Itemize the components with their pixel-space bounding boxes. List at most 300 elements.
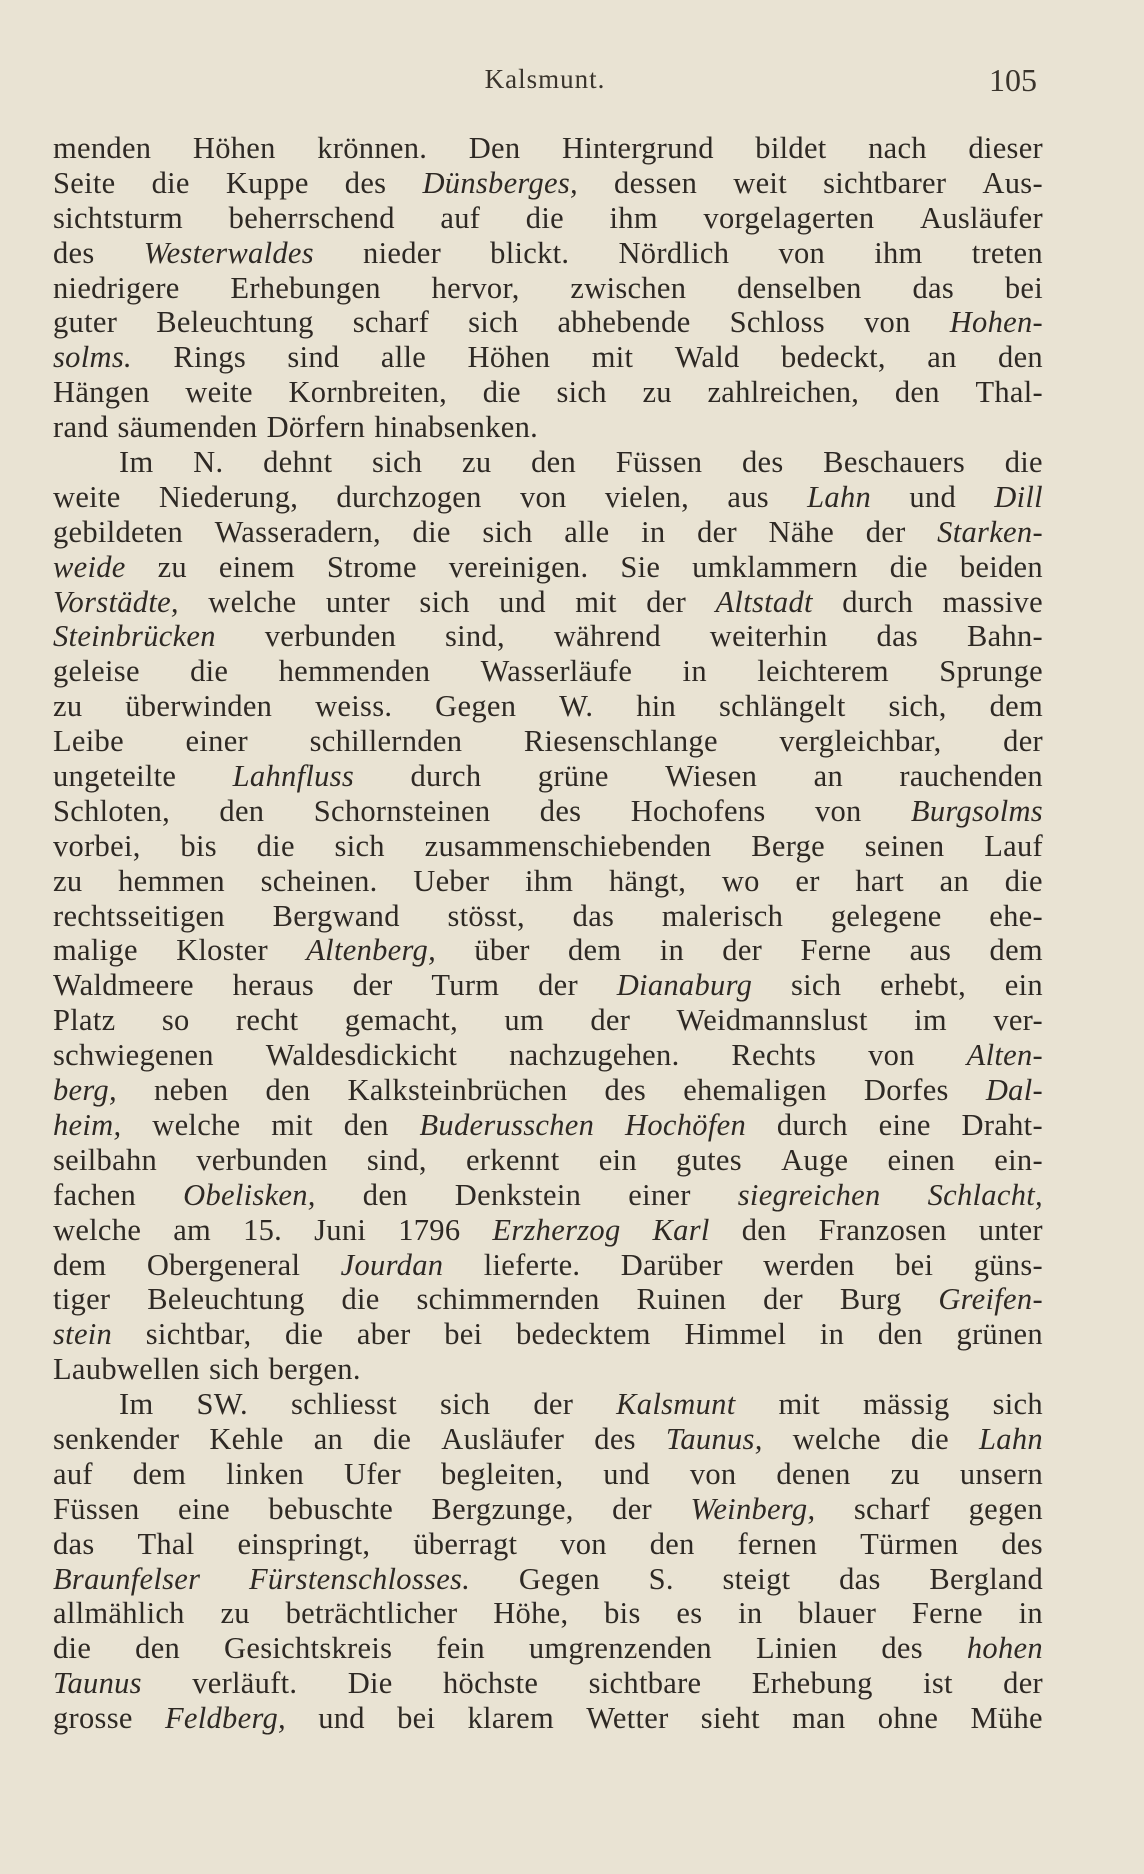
word: sichtbarer — [823, 165, 947, 200]
word: Höhen — [467, 340, 551, 375]
italic-word: Dal- — [985, 1073, 1043, 1108]
word: in — [819, 1317, 845, 1352]
word: von — [868, 1038, 915, 1073]
word: zahlreichen, — [707, 375, 860, 410]
word: welche — [792, 1421, 881, 1456]
word: ehe- — [989, 898, 1043, 933]
word: des — [881, 1631, 923, 1666]
word: Waldesdickicht — [265, 1038, 458, 1073]
italic-word: Westerwaldes — [143, 235, 314, 270]
word: des — [741, 445, 784, 480]
word: Weidmannslust — [676, 1003, 868, 1038]
word: hängt, — [608, 863, 687, 898]
word: des — [344, 165, 387, 200]
word: aber — [356, 1317, 411, 1352]
word: einer — [628, 1177, 691, 1212]
italic-word: berg, — [53, 1073, 117, 1108]
word: massive — [942, 584, 1043, 619]
word: Burg — [839, 1282, 902, 1317]
word: bildet — [755, 131, 827, 165]
word: ist — [923, 1666, 953, 1701]
text-line — [53, 619, 1043, 654]
word: mit — [778, 1387, 821, 1422]
word: von — [689, 1456, 737, 1491]
word: N. — [193, 445, 224, 480]
word: hemmenden — [278, 654, 431, 689]
word: zu — [220, 1596, 250, 1631]
text-line — [53, 445, 1043, 480]
text-line — [53, 1003, 1043, 1038]
word: beherrschend — [228, 200, 395, 235]
word: blauer — [798, 1596, 877, 1631]
word: sichtbar, — [145, 1317, 252, 1352]
word: Dorfes — [863, 1073, 949, 1108]
word: die — [910, 1421, 949, 1456]
word: und — [603, 1456, 650, 1491]
word: zwischen — [570, 270, 687, 305]
word: Turm — [431, 968, 500, 1003]
word: Ferne — [800, 933, 872, 968]
text-line — [53, 340, 1043, 375]
word: lieferte. — [483, 1247, 581, 1282]
word: schimmernden — [416, 1282, 600, 1317]
word: Wasseradern, — [214, 514, 381, 549]
word: die — [151, 165, 190, 200]
text-line — [53, 968, 1043, 1003]
word: leichterem — [757, 654, 889, 689]
word: scharf — [352, 305, 430, 340]
word: der — [533, 1387, 574, 1422]
word: schlängelt — [718, 689, 846, 724]
italic-word: Weinberg, — [690, 1491, 816, 1526]
word: Thal- — [975, 375, 1043, 410]
word: hinabsenken. — [374, 410, 539, 445]
word: bergen. — [268, 1352, 361, 1387]
word: Bergland — [929, 1561, 1043, 1596]
word: Mühe — [970, 1701, 1043, 1736]
word: in — [1018, 1596, 1043, 1631]
word: denselben — [737, 270, 862, 305]
word: sind, — [444, 619, 505, 654]
word: dessen — [614, 165, 698, 200]
word: Gegen — [518, 1561, 600, 1596]
word: klarem — [467, 1701, 554, 1736]
italic-word: siegreichen — [737, 1177, 881, 1212]
italic-word: Vorstädte, — [53, 584, 179, 619]
word: zusammenschiebenden — [424, 828, 712, 863]
italic-word: Braunfelser — [53, 1561, 201, 1596]
word: der — [865, 514, 906, 549]
word: dem — [989, 933, 1043, 968]
word: ein- — [994, 1142, 1043, 1177]
word: dehnt — [263, 445, 333, 480]
text-line — [53, 1073, 1043, 1108]
word: und — [499, 584, 546, 619]
italic-word: Buderusschen — [419, 1107, 595, 1142]
word: Sie — [620, 549, 661, 584]
italic-word: Hohen- — [949, 305, 1043, 340]
word: aus — [727, 479, 769, 514]
word: Niederung, — [158, 479, 299, 514]
word: den — [877, 1317, 923, 1352]
word: Thal — [137, 1526, 195, 1561]
word: sichtbare — [588, 1666, 702, 1701]
word: von — [560, 1526, 607, 1561]
word: Ausläufer — [441, 1421, 565, 1456]
word: unsern — [959, 1456, 1043, 1491]
word: mit — [271, 1107, 313, 1142]
word: Bergwand — [272, 898, 400, 933]
word: Türmen — [860, 1526, 959, 1561]
word: Beleuchtung — [147, 1282, 305, 1317]
page-number: 105 — [989, 62, 1037, 98]
word: die — [53, 1631, 92, 1666]
word: krönnen. — [317, 131, 428, 165]
word: weiss. — [315, 689, 393, 724]
word: die — [341, 1282, 380, 1317]
text-line — [53, 1178, 1043, 1213]
word: die — [412, 514, 451, 549]
word: Laubwellen — [53, 1352, 200, 1387]
text-line — [53, 933, 1043, 968]
word: ihm — [874, 235, 923, 270]
word: die — [256, 828, 295, 863]
italic-word: Dianaburg — [616, 968, 753, 1003]
word: Strome — [326, 549, 417, 584]
word: dem — [53, 1247, 107, 1282]
italic-word: solms. — [53, 340, 132, 375]
word: der — [590, 1003, 631, 1038]
word: an — [939, 863, 970, 898]
word: menden — [53, 131, 152, 165]
word: schillernden — [309, 724, 463, 759]
word: durch — [410, 759, 482, 794]
word: an — [927, 340, 957, 375]
word: Draht- — [961, 1107, 1043, 1142]
word: Höhen — [192, 131, 276, 165]
word: zu — [890, 1456, 920, 1491]
word: ungeteilte — [53, 759, 177, 794]
word: grünen — [956, 1317, 1043, 1352]
word: Auge — [781, 1142, 849, 1177]
word: während — [553, 619, 661, 654]
word: der — [722, 933, 763, 968]
text-line — [53, 166, 1043, 201]
text-line — [53, 1038, 1043, 1073]
word: es — [676, 1596, 703, 1631]
text-line — [53, 480, 1043, 515]
word: im — [914, 1003, 947, 1038]
word: welche — [53, 1212, 142, 1247]
word: über — [474, 933, 530, 968]
italic-word: Fürstenschlosses. — [249, 1561, 471, 1596]
word: sich, — [888, 689, 947, 724]
word: ohne — [877, 1701, 939, 1736]
word: umgrenzenden — [528, 1631, 712, 1666]
word: Sprunge — [939, 654, 1043, 689]
word: die — [285, 1317, 324, 1352]
word: weite — [53, 479, 121, 514]
word: grüne — [537, 759, 609, 794]
word: sich — [209, 1352, 260, 1387]
word: stösst, — [447, 898, 525, 933]
word: dem — [989, 689, 1043, 724]
word: Nähe — [768, 514, 835, 549]
word: steigt — [722, 1561, 791, 1596]
word: Erhebungen — [230, 270, 381, 305]
word: verbunden — [196, 1142, 328, 1177]
word: zu — [53, 863, 83, 898]
word: senkender — [53, 1421, 180, 1456]
word: Rings — [173, 340, 247, 375]
word: Obergeneral — [146, 1247, 301, 1282]
word: Gegen — [435, 689, 517, 724]
text-line — [53, 829, 1043, 864]
word: Wiesen — [665, 759, 758, 794]
word: bei — [895, 1247, 934, 1282]
word: gebildeten — [53, 514, 184, 549]
text-line — [53, 550, 1043, 585]
body-text — [53, 131, 1043, 1736]
word: Berge — [751, 828, 825, 863]
word: güns- — [973, 1247, 1043, 1282]
word: man — [792, 1701, 846, 1736]
text-line — [53, 375, 1043, 410]
word: alle — [564, 514, 610, 549]
word: hart — [855, 863, 904, 898]
word: guter — [53, 305, 118, 340]
word: Füssen — [615, 445, 703, 480]
word: bei — [444, 1317, 483, 1352]
word: von — [519, 479, 567, 514]
word: sich — [372, 445, 423, 480]
text-line — [53, 899, 1043, 934]
word: Hintergrund — [561, 131, 714, 165]
word: unter — [325, 584, 391, 619]
running-head — [53, 60, 1037, 104]
word: Beschauers — [823, 445, 966, 480]
word: mit — [591, 340, 634, 375]
word: die — [525, 200, 564, 235]
text-line — [53, 689, 1043, 724]
word: ver- — [993, 1003, 1043, 1038]
word: Hochofens — [630, 793, 766, 828]
word: abhebende — [557, 305, 691, 340]
word: vielen, — [604, 479, 690, 514]
word: und — [318, 1701, 365, 1736]
text-line — [53, 1422, 1043, 1457]
word: bebuschte — [268, 1491, 394, 1526]
word: den — [343, 1107, 389, 1142]
italic-word: stein — [53, 1317, 113, 1352]
word: sich — [439, 1387, 491, 1422]
word: seilbahn — [53, 1142, 158, 1177]
word: hervor, — [431, 270, 520, 305]
word: zu — [157, 549, 187, 584]
word: gutes — [676, 1142, 742, 1177]
word: eine — [878, 1107, 931, 1142]
word: Kuppe — [225, 165, 309, 200]
word: Füssen — [53, 1491, 140, 1526]
word: treten — [971, 235, 1043, 270]
word: sind — [287, 340, 340, 375]
italic-word: Taunus, — [665, 1421, 763, 1456]
word: beträchtlicher — [285, 1596, 458, 1631]
word: die — [1004, 863, 1043, 898]
text-line — [53, 654, 1043, 689]
word: Darüber — [620, 1247, 723, 1282]
word: gegen — [968, 1491, 1043, 1526]
word: und — [909, 479, 956, 514]
word: bis — [604, 1596, 641, 1631]
word: schliesst — [290, 1387, 397, 1422]
word: einer — [185, 724, 248, 759]
word: vergleichbar, — [779, 724, 942, 759]
word: Die — [347, 1666, 393, 1701]
word: den — [649, 1526, 695, 1561]
italic-word: Hochöfen — [625, 1107, 747, 1142]
word: Gesichtskreis — [224, 1631, 393, 1666]
word: fernen — [737, 1526, 818, 1561]
italic-word: Alten- — [966, 1038, 1043, 1073]
word: an — [313, 1421, 344, 1456]
italic-word: Lahnfluss — [232, 759, 355, 794]
word: Aus- — [982, 165, 1043, 200]
italic-word: Feldberg, — [164, 1701, 286, 1736]
word: unter — [978, 1212, 1043, 1247]
word: Lauf — [984, 828, 1043, 863]
word: nieder — [363, 235, 442, 270]
word: nachzugehen. — [509, 1038, 680, 1073]
word: scheinen. — [260, 863, 378, 898]
italic-word: Steinbrücken — [53, 619, 216, 654]
word: Schloss — [729, 305, 825, 340]
word: den — [741, 1212, 787, 1247]
word: den — [135, 1631, 181, 1666]
word: SW. — [196, 1387, 248, 1422]
word: ihm — [609, 200, 658, 235]
word: Seite — [53, 165, 116, 200]
word: rechtsseitigen — [53, 898, 225, 933]
word: der — [763, 1282, 804, 1317]
text-line — [53, 236, 1043, 271]
word: sich — [419, 584, 470, 619]
word: er — [795, 863, 820, 898]
text-line — [53, 201, 1043, 236]
word: Leibe — [53, 724, 124, 759]
word: Juni — [314, 1212, 367, 1247]
word: grosse — [53, 1701, 133, 1736]
text-line — [53, 1631, 1043, 1666]
text-line — [53, 1387, 1043, 1422]
word: bedecktem — [516, 1317, 651, 1352]
text-line — [53, 410, 1043, 445]
text-line — [53, 1248, 1043, 1283]
word: Riesenschlange — [523, 724, 718, 759]
word: ihm — [524, 863, 574, 898]
italic-word: Schlacht, — [927, 1177, 1043, 1212]
word: höchste — [442, 1666, 539, 1701]
word: linken — [226, 1456, 305, 1491]
word: umklammern — [692, 549, 858, 584]
word: begleiten, — [440, 1456, 564, 1491]
word: Wald — [674, 340, 740, 375]
word: von — [864, 305, 911, 340]
word: sich — [556, 375, 607, 410]
word: Waldmeere — [53, 968, 194, 1003]
word: das — [876, 619, 919, 654]
word: dem — [132, 1456, 187, 1491]
word: werden — [763, 1247, 855, 1282]
word: Ufer — [344, 1456, 402, 1491]
word: Ausläufer — [919, 200, 1043, 235]
word: allmählich — [53, 1596, 185, 1631]
italic-word: Kalsmunt — [616, 1387, 736, 1422]
word: sich — [992, 1387, 1043, 1422]
word: 15. — [243, 1212, 283, 1247]
word: fein — [436, 1631, 485, 1666]
word: dieser — [968, 131, 1043, 165]
italic-word: Dünsberges, — [422, 165, 578, 200]
word: welche — [208, 584, 297, 619]
word: durch — [776, 1107, 848, 1142]
word: der — [646, 584, 687, 619]
word: Nördlich — [618, 235, 730, 270]
word: niedrigere — [53, 270, 180, 305]
italic-word: Altenberg, — [306, 933, 437, 968]
word: vereinigen. — [448, 549, 589, 584]
word: hemmen — [118, 863, 225, 898]
word: weiterhin — [709, 619, 828, 654]
word: von — [814, 793, 862, 828]
word: bei — [1004, 270, 1043, 305]
word: verläuft. — [192, 1666, 298, 1701]
word: zu — [462, 445, 492, 480]
word: sichtsturm — [53, 200, 184, 235]
word: Kalksteinbrüchen — [347, 1073, 568, 1108]
word: wo — [721, 863, 760, 898]
word: die — [1004, 445, 1043, 480]
word: den — [362, 1177, 408, 1212]
word: des — [604, 1073, 647, 1108]
text-line — [53, 794, 1043, 829]
word: das — [912, 270, 955, 305]
word: der — [538, 968, 578, 1003]
word: der — [1003, 724, 1043, 759]
italic-word: Lahn — [807, 479, 872, 514]
italic-word: weide — [53, 549, 126, 584]
word: Wasserläufe — [480, 654, 633, 689]
word: Dörfern — [266, 410, 366, 445]
italic-word: hohen — [966, 1631, 1043, 1666]
running-title: Kalsmunt. — [484, 64, 606, 94]
text-line — [53, 1352, 1043, 1387]
word: auf — [53, 1456, 93, 1491]
word: Denkstein — [454, 1177, 582, 1212]
word: Ueber — [413, 863, 490, 898]
italic-word: Dill — [994, 479, 1043, 514]
word: Bergzunge, — [431, 1491, 574, 1526]
word: denen — [776, 1456, 851, 1491]
word: an — [813, 759, 843, 794]
text-line — [53, 759, 1043, 794]
word: scharf — [853, 1491, 931, 1526]
text-line — [53, 1282, 1043, 1317]
word: auf — [440, 200, 481, 235]
italic-word: Obelisken, — [183, 1177, 316, 1212]
text-line — [53, 1457, 1043, 1492]
word: das — [839, 1561, 881, 1596]
